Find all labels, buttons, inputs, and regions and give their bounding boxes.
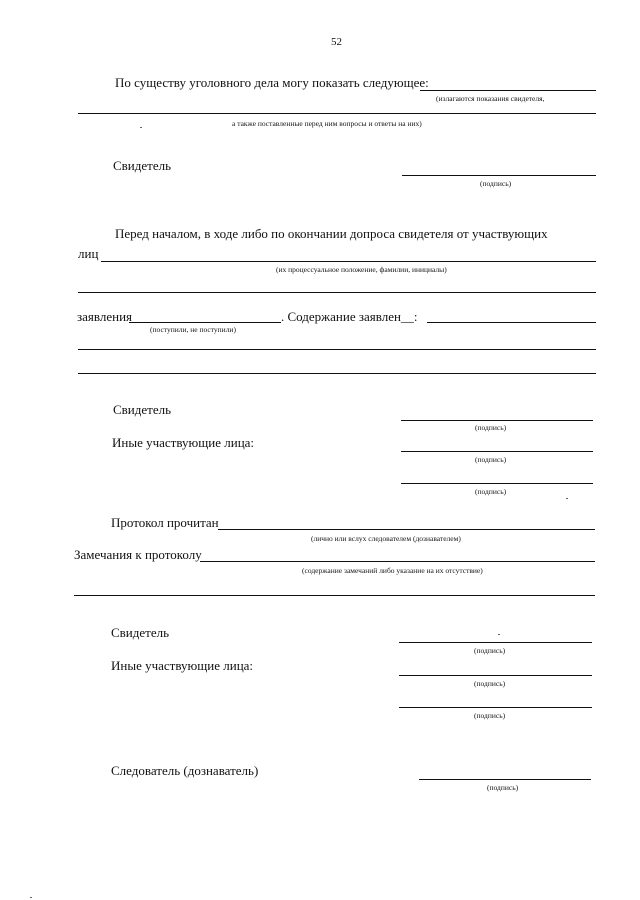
remarks-label: Замечания к протоколу bbox=[74, 547, 202, 562]
content-label: . Содержание заявлен__: bbox=[281, 309, 418, 324]
others-signature-line-1[interactable] bbox=[401, 451, 593, 452]
others-signature-line-2[interactable] bbox=[401, 483, 593, 484]
protocol-read-label: Протокол прочитан bbox=[111, 515, 219, 530]
witness-3-signature-line[interactable] bbox=[399, 642, 592, 643]
persons-hint: (их процессуальное положение, фамилии, инициалы) bbox=[276, 265, 447, 274]
testimony-hint-1: (излагаются показания свидетеля, bbox=[436, 94, 545, 103]
others-signature-hint-1: (подпись) bbox=[475, 455, 507, 464]
remarks-line[interactable] bbox=[200, 561, 595, 562]
remarks-hint: (содержание замечаний либо указание на их отсутствие) bbox=[302, 566, 483, 575]
others-2-signature-line-1[interactable] bbox=[399, 675, 592, 676]
testimony-line-1[interactable] bbox=[420, 90, 596, 91]
investigator-label: Следователь (дознаватель) bbox=[111, 763, 259, 778]
others-2-label: Иные участвующие лица: bbox=[111, 658, 254, 673]
content-line-2[interactable] bbox=[78, 349, 596, 350]
remarks-line-2[interactable] bbox=[74, 595, 595, 596]
speck bbox=[140, 127, 142, 128]
others-label: Иные участвующие лица: bbox=[112, 435, 255, 450]
content-line-3[interactable] bbox=[78, 373, 596, 374]
persons-label: лиц bbox=[78, 246, 99, 261]
speck bbox=[498, 634, 500, 635]
persons-line[interactable] bbox=[101, 261, 596, 262]
witness-label: Свидетель bbox=[113, 158, 172, 173]
speck bbox=[566, 498, 568, 499]
page-number: 52 bbox=[331, 36, 342, 48]
witness-signature-hint: (подпись) bbox=[480, 179, 512, 188]
testimony-line-2[interactable] bbox=[78, 113, 596, 114]
applications-label: заявления bbox=[77, 309, 133, 324]
witness-signature-line[interactable] bbox=[402, 175, 596, 176]
witness-2-signature-hint: (подпись) bbox=[475, 423, 507, 432]
witness-3-signature-hint: (подпись) bbox=[474, 646, 506, 655]
witness-3-label: Свидетель bbox=[111, 625, 170, 640]
witness-2-label: Свидетель bbox=[113, 402, 172, 417]
others-2-signature-hint-2: (подпись) bbox=[474, 711, 506, 720]
investigator-signature-hint: (подпись) bbox=[487, 783, 519, 792]
others-2-signature-hint-1: (подпись) bbox=[474, 679, 506, 688]
persons-line-2[interactable] bbox=[78, 292, 596, 293]
statements-intro-text: Перед началом, в ходе либо по окончании допроса свидетеля от участвующих bbox=[115, 226, 548, 241]
speck bbox=[30, 897, 32, 898]
applications-hint: (поступили, не поступили) bbox=[150, 325, 236, 334]
applications-line[interactable] bbox=[129, 322, 281, 323]
others-2-signature-line-2[interactable] bbox=[399, 707, 592, 708]
testimony-lead-text: По существу уголовного дела могу показать следующее: bbox=[115, 75, 429, 90]
testimony-hint-2: а также поставленные перед ним вопросы и ответы на них) bbox=[232, 119, 422, 128]
protocol-read-hint: (лично или вслух следователем (дознавателем) bbox=[311, 534, 461, 543]
protocol-read-line[interactable] bbox=[218, 529, 595, 530]
witness-2-signature-line[interactable] bbox=[401, 420, 593, 421]
others-signature-hint-2: (подпись) bbox=[475, 487, 507, 496]
investigator-signature-line[interactable] bbox=[419, 779, 591, 780]
content-line[interactable] bbox=[427, 322, 596, 323]
